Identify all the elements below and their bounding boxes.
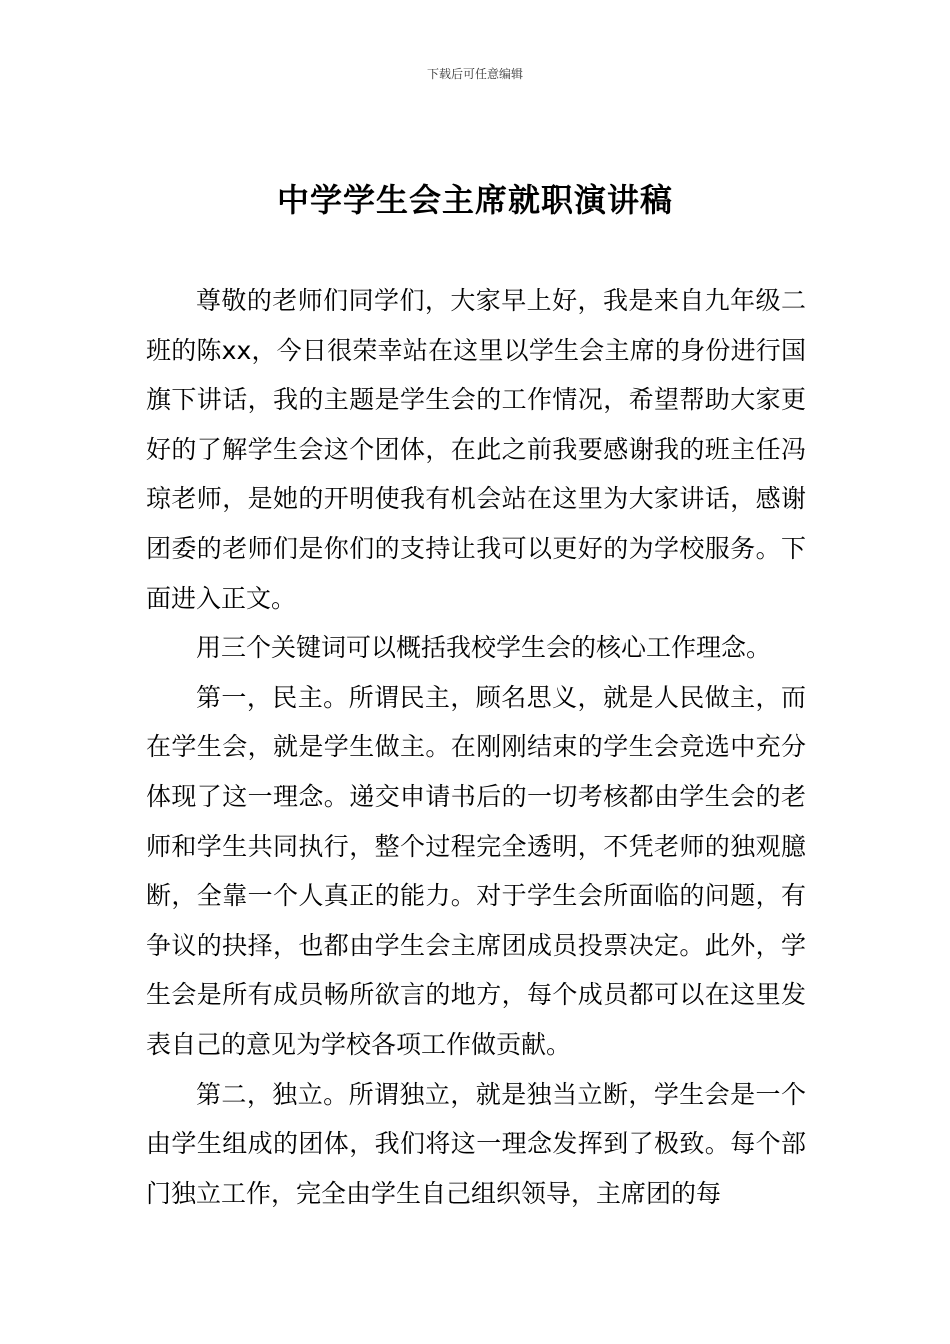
- paragraph-1: 尊敬的老师们同学们，大家早上好，我是来自九年级二班的陈xx，今日很荣幸站在这里以学生会主席的身份进行国旗下讲话，我的主题是学生会的工作情况，希望帮助大家更好的了解学生会这个团体，在此之前我要感谢我的班主任冯琼老师，是她的开明使我有机会站在这里为大家讲话，感谢团委的老师们是你们的支持让我可以更好的为学校服务。下面进入正文。: [146, 286, 806, 613]
- header-note: 下载后可任意编辑: [426, 67, 523, 81]
- document-body: [146, 276, 806, 1218]
- paragraph-3: 第一，民主。所谓民主，顾名思义，就是人民做主，而在学生会，就是学生做主。在刚刚结束的学生会竞选中充分体现了这一理念。递交申请书后的一切考核都由学生会的老师和学生共同执行，整个过程完全透明，不凭老师的独观臆断，全靠一个人真正的能力。对于学生会所面临的问题，有争议的抉择，也都由学生会主席团成员投票决定。此外，学生会是所有成员畅所欲言的地方，每个成员都可以在这里发表自己的意见为学校各项工作做贡献。: [146, 682, 806, 1059]
- paragraph-2: 用三个关键词可以概括我校学生会的核心工作理念。: [196, 633, 772, 663]
- paragraph-4: 第二，独立。所谓独立，就是独当立断，学生会是一个由学生组成的团体，我们将这一理念发挥到了极致。每个部门独立工作，完全由学生自己组织领导，主席团的每: [146, 1079, 806, 1208]
- document-title: 中学学生会主席就职演讲稿: [276, 181, 673, 219]
